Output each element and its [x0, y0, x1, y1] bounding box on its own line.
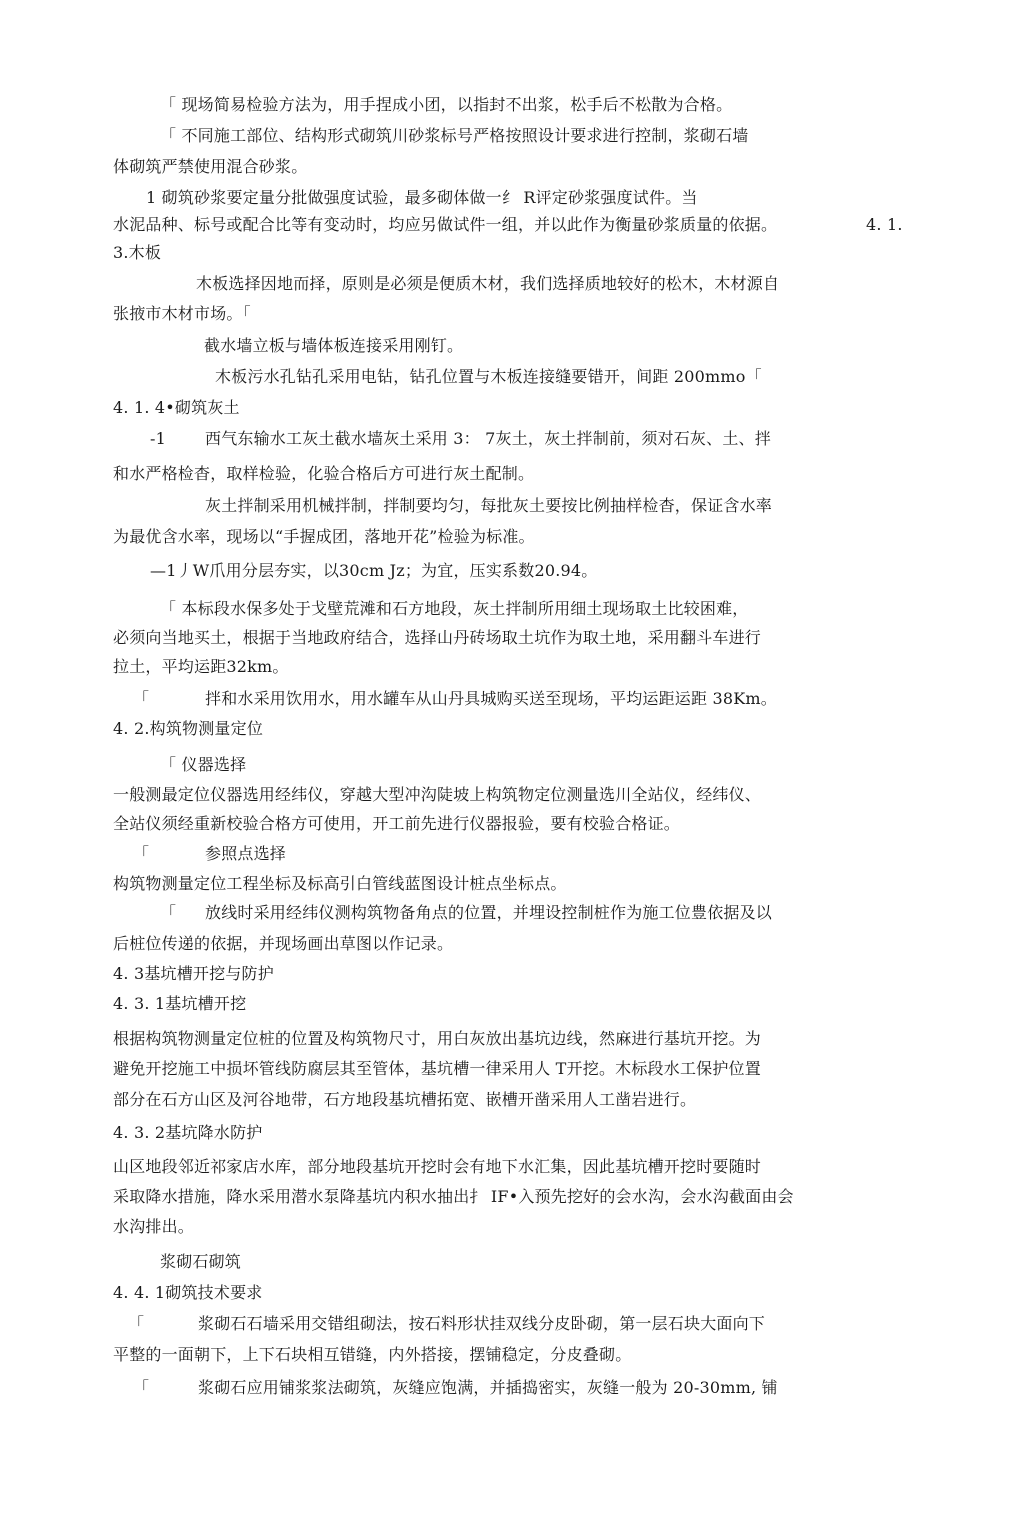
text-line: 和水严格检杳，取样检验，化验合格后方可进行灰土配制。: [113, 464, 535, 483]
section-number: 4. 1.: [866, 215, 903, 234]
text-line: 水沟排出。: [113, 1217, 195, 1236]
text-line: 山区地段邻近祁家店水库，部分地段基坑开挖时会有地下水汇集，因此基坑槽开挖时要随时: [113, 1157, 762, 1176]
text-line: 水泥品种、标号或配合比等有变动时，均应另做试件一组，并以此作为衡量砂浆质量的依据。: [113, 215, 778, 234]
text-line: —1丿W爪用分层夯实，以30cm Jz；为宜，压实系数20.94。: [150, 561, 598, 580]
text-line: 灰土拌制采用机械拌制，拌制要均匀，每批灰土要按比例抽样检杳，保证含水率: [205, 496, 773, 515]
list-marker: 「: [133, 844, 150, 863]
text-line: 必须向当地买土，根据于当地政府结合，选择山丹砖场取土坑作为取土地，采用翻斗车进行: [113, 628, 762, 647]
text-line: 为最优含水率，现场以“手握成团，落地开花”检验为标准。: [113, 527, 535, 546]
text-line: 1 砌筑砂浆要定量分批做强度试验，最多砌体做一纟 R评定砂浆强度试件。当: [146, 188, 698, 207]
text-line: 西气东输水工灰土截水墙灰土采用 3： 7灰土，灰土拌制前，须对石灰、土、拌: [205, 429, 771, 448]
list-marker: 「: [133, 1378, 150, 1397]
text-line: 根据构筑物测量定位桩的位置及构筑物尺寸，用白灰放出基坑边线，然麻进行基坑开挖。为: [113, 1029, 762, 1048]
section-heading: 浆砌石砌筑: [160, 1252, 242, 1271]
text-line: 部分在石方山区及河谷地带，石方地段基坑槽拓宽、嵌槽开凿采用人工凿岩进行。: [113, 1090, 697, 1109]
text-line: 一般测最定位仪器选用经纬仪，穿越大型冲沟陡坡上构筑物定位测量选川全站仪，经纬仪、: [113, 785, 762, 804]
text-line: 体砌筑严禁使用混合砂浆。: [113, 157, 308, 176]
section-heading: 4. 3基坑槽开挖与防护: [113, 964, 274, 983]
section-heading: 4. 2.构筑物测量定位: [113, 719, 264, 738]
subsection-heading: 参照点选择: [205, 844, 287, 863]
text-line: 浆砌石石墙采用交错组砌法，按石料形状挂双线分皮卧砌，第一层石块大面向下: [198, 1314, 766, 1333]
text-line: 后桩位传递的依据，并现场画出草图以作记录。: [113, 934, 454, 953]
list-marker: 「: [128, 1314, 145, 1333]
text-line: 拌和水采用饮用水，用水罐车从山丹具城购买送至现场，平均运距运距 38Km。: [205, 689, 777, 708]
section-heading: 4. 3. 1基坑槽开挖: [113, 994, 247, 1013]
section-heading: 4. 1. 4•砌筑灰土: [113, 398, 240, 417]
section-heading: 3.木板: [113, 243, 162, 262]
text-line: 截水墙立板与墙体板连接采用刚钉。: [204, 336, 464, 355]
text-line: 「 不同施工部位、结构形式砌筑川砂浆标号严格按照设计要求进行控制，浆砌石墙: [160, 126, 749, 145]
list-marker: 「: [133, 689, 150, 708]
text-line: 拉土，平均运距32km。: [113, 657, 289, 676]
text-line: 放线时采用经纬仪测构筑物备角点的位置，并埋设控制桩作为施工位豊依据及以: [205, 903, 773, 922]
text-line: 张掖市木材市场。「: [113, 304, 251, 323]
text-line: 木板污水孔钻孔采用电钻，钻孔位置与木板连接缝要错开，间距 200mmo「: [215, 367, 762, 386]
list-marker: 「: [160, 903, 177, 922]
text-line: 构筑物测量定位工程坐标及标高引白管线蓝图设计桩点坐标点。: [113, 874, 567, 893]
text-line: 浆砌石应用铺浆浆法砌筑，灰缝应饱满，并插捣密实，灰缝一般为 20-30mm, 铺: [198, 1378, 778, 1397]
section-heading: 4. 3. 2基坑降水防护: [113, 1123, 263, 1142]
text-line: 采取降水措施，降水采用潜水泵降基坑内积水抽出扌 IF•入预先挖好的会水沟，会水沟截面由会: [113, 1187, 794, 1206]
text-line: 「 本标段水保多处于戈壁荒滩和石方地段，灰土拌制所用细土现场取土比较困难，: [160, 599, 749, 618]
text-line: 避免开挖施工中损坏管线防腐层其至管体，基坑槽一律采用人 T开挖。木标段水工保护位置: [113, 1059, 761, 1078]
text-line: 全站仪须经重新校验合格方可使用，开工前先进行仪器报验，要有校验合格证。: [113, 814, 681, 833]
text-line: 「 现场简易检验方法为，用手捏成小团，以指封不出浆，松手后不松散为合格。: [160, 95, 733, 114]
text-line: 木板选择因地而择，原则是必须是便质木材，我们选择质地较好的松木，木材源自: [196, 274, 780, 293]
subsection-heading: 「 仪器选择: [160, 755, 247, 774]
list-marker: -1: [150, 429, 166, 448]
text-line: 平整的一面朝下，上下石块相互错缝，内外搭接，摆铺稳定，分皮叠砌。: [113, 1345, 632, 1364]
section-heading: 4. 4. 1砌筑技术要求: [113, 1283, 263, 1302]
